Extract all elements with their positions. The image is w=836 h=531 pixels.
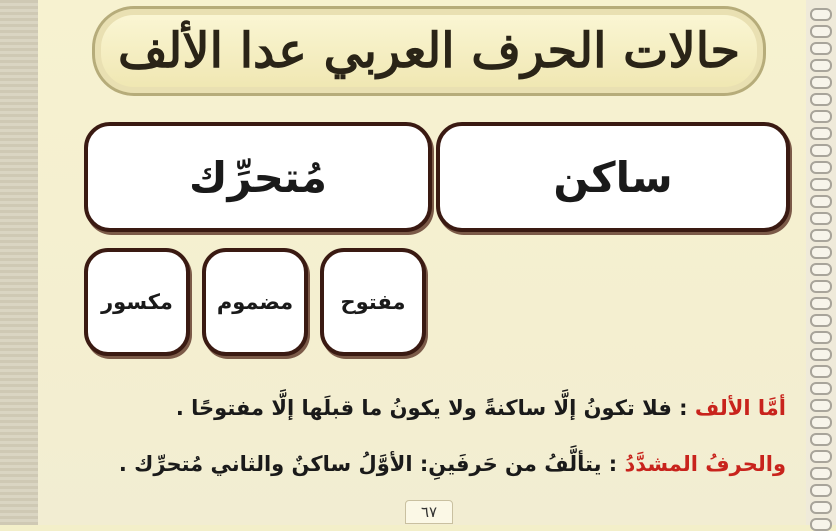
spiral-ring — [810, 110, 832, 123]
spiral-ring — [810, 382, 832, 395]
madmum-label: مضموم — [216, 290, 294, 314]
spiral-ring — [810, 433, 832, 446]
alif-term: أمَّا الألف — [694, 396, 786, 420]
spiral-ring — [810, 42, 832, 55]
spiral-ring — [810, 144, 832, 157]
maftuh-label: مفتوح — [340, 290, 406, 314]
spiral-ring — [810, 314, 832, 327]
spiral-ring — [810, 365, 832, 378]
shadda-text: : يتألَّفُ من حَرفَينِ: الأوَّلُ ساكنٌ والثاني مُتحرِّك . — [118, 452, 625, 476]
mutaharrik-label: مُتحرِّك — [188, 152, 328, 202]
maksur-label: مكسور — [101, 290, 173, 314]
spiral-ring — [810, 399, 832, 412]
maksur-box — [84, 248, 190, 356]
sakin-box — [436, 122, 790, 232]
spiral-ring — [810, 127, 832, 140]
spiral-ring — [810, 212, 832, 225]
spiral-ring — [810, 76, 832, 89]
left-background-strip — [0, 0, 38, 525]
alif-text: : فلا تكونُ إلَّا ساكنةً ولا يكونُ ما قبلَها إلَّا مفتوحًا . — [175, 396, 695, 420]
alif-paragraph — [176, 396, 786, 420]
madmum-box — [202, 248, 308, 356]
spiral-ring — [810, 501, 832, 514]
spiral-ring — [810, 229, 832, 242]
sakin-label: ساكن — [553, 152, 673, 202]
maftuh-box — [320, 248, 426, 356]
spiral-ring — [810, 263, 832, 276]
spiral-ring — [810, 484, 832, 497]
spiral-ring — [810, 161, 832, 174]
spiral-ring — [810, 246, 832, 259]
title-banner — [92, 6, 766, 96]
spiral-ring — [810, 93, 832, 106]
spiral-ring — [810, 280, 832, 293]
spiral-ring — [810, 331, 832, 344]
spiral-ring — [810, 467, 832, 480]
shadda-term: والحرفُ المشدَّدُ — [624, 452, 786, 476]
spiral-ring — [810, 348, 832, 361]
spiral-ring — [810, 8, 832, 21]
shadda-paragraph — [119, 452, 786, 476]
spiral-ring — [810, 178, 832, 191]
spiral-ring — [810, 297, 832, 310]
page-number: ٦٧ — [405, 500, 453, 524]
spiral-binding — [806, 0, 836, 525]
spiral-ring — [810, 450, 832, 463]
spiral-ring — [810, 416, 832, 429]
spiral-ring — [810, 195, 832, 208]
page-title: حالات الحرف العربي عدا الألف — [117, 23, 741, 79]
spiral-ring — [810, 25, 832, 38]
spiral-ring — [810, 59, 832, 72]
mutaharrik-box — [84, 122, 432, 232]
